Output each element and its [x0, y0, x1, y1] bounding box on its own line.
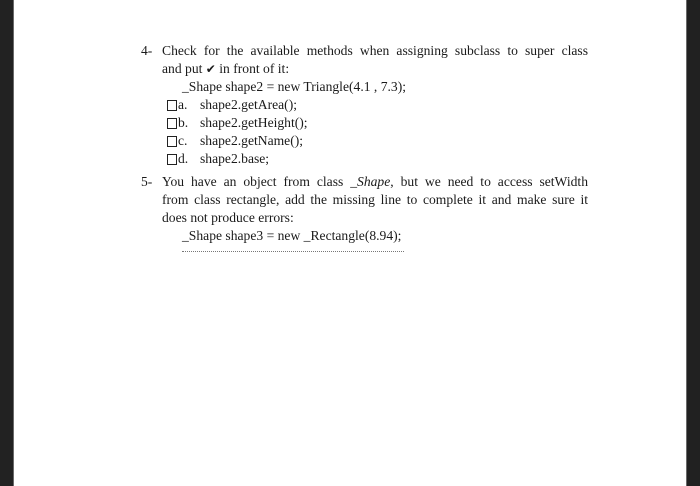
- prompt-text: in front of it:: [215, 61, 290, 76]
- question-prompt-line: [162, 60, 588, 78]
- option-d[interactable]: [167, 150, 588, 168]
- option-letter: c.: [178, 133, 188, 148]
- left-border: [0, 0, 14, 486]
- option-code: shape2.base;: [200, 151, 270, 166]
- option-letter: a.: [178, 97, 188, 112]
- question-prompt-line: Check for the available methods when assigning subclass to super class: [162, 43, 588, 58]
- question-body: [162, 173, 588, 252]
- question-4: [141, 42, 588, 168]
- option-code: shape2.getArea();: [200, 97, 297, 112]
- prompt-text: , but we need to access setWidth: [390, 174, 588, 189]
- option-b[interactable]: [167, 114, 588, 132]
- prompt-text: You have an object from class: [162, 174, 351, 189]
- code-line: _Shape shape3 = new _Rectangle(8.94);: [182, 228, 402, 243]
- checkbox[interactable]: [167, 100, 177, 111]
- checkbox[interactable]: [167, 118, 177, 129]
- class-name: _Shape: [350, 174, 391, 189]
- option-letter: d.: [178, 151, 189, 166]
- option-letter: b.: [178, 115, 189, 130]
- question-5: [141, 173, 588, 252]
- checkbox[interactable]: [167, 136, 177, 147]
- question-prompt-line: [162, 173, 588, 191]
- prompt-text: and put: [162, 61, 206, 76]
- code-line: _Shape shape2 = new Triangle(4.1 , 7.3);: [182, 79, 407, 94]
- question-number: 4-: [141, 43, 153, 58]
- question-prompt-line: does not produce errors:: [162, 210, 294, 225]
- option-a[interactable]: [167, 96, 588, 114]
- question-prompt-line: from class rectangle, add the missing line to complete it and make sure it: [162, 192, 588, 207]
- option-c[interactable]: [167, 132, 588, 150]
- question-body: [162, 42, 588, 168]
- right-border: [686, 0, 700, 486]
- question-number: 5-: [141, 174, 153, 189]
- checkbox[interactable]: [167, 154, 177, 165]
- option-code: shape2.getName();: [200, 133, 304, 148]
- checkmark-icon: ✔: [205, 62, 216, 76]
- option-code: shape2.getHeight();: [200, 115, 308, 130]
